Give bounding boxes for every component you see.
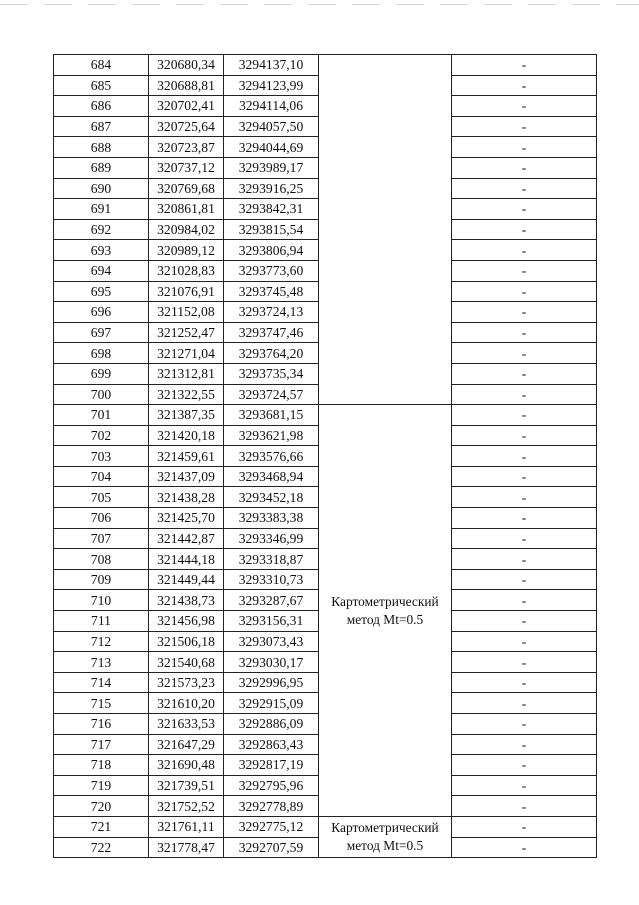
x-coordinate-cell: 320737,12	[149, 157, 224, 178]
point-number-cell: 693	[54, 240, 149, 261]
x-coordinate-cell: 320861,81	[149, 199, 224, 220]
accuracy-cell: -	[452, 528, 597, 549]
x-coordinate-cell: 321312,81	[149, 363, 224, 384]
point-number-cell: 688	[54, 137, 149, 158]
y-coordinate-cell: 3293815,54	[224, 219, 319, 240]
accuracy-cell: -	[452, 75, 597, 96]
method-cell	[319, 55, 452, 405]
point-number-cell: 720	[54, 796, 149, 817]
point-number-cell: 708	[54, 549, 149, 570]
point-number-cell: 697	[54, 322, 149, 343]
y-coordinate-cell: 3293576,66	[224, 446, 319, 467]
x-coordinate-cell: 321540,68	[149, 652, 224, 673]
y-coordinate-cell: 3293745,48	[224, 281, 319, 302]
accuracy-cell: -	[452, 281, 597, 302]
accuracy-cell: -	[452, 734, 597, 755]
point-number-cell: 703	[54, 446, 149, 467]
x-coordinate-cell: 321425,70	[149, 508, 224, 529]
y-coordinate-cell: 3292707,59	[224, 837, 319, 858]
method-text-line-1: Картометрический	[331, 820, 439, 836]
x-coordinate-cell: 320725,64	[149, 116, 224, 137]
x-coordinate-cell: 320769,68	[149, 178, 224, 199]
x-coordinate-cell: 321271,04	[149, 343, 224, 364]
method-cell	[319, 816, 452, 857]
accuracy-cell: -	[452, 425, 597, 446]
point-number-cell: 715	[54, 693, 149, 714]
point-number-cell: 716	[54, 714, 149, 735]
x-coordinate-cell: 321438,28	[149, 487, 224, 508]
y-coordinate-cell: 3294123,99	[224, 75, 319, 96]
x-coordinate-cell: 321456,98	[149, 611, 224, 632]
accuracy-cell: -	[452, 157, 597, 178]
point-number-cell: 687	[54, 116, 149, 137]
point-number-cell: 709	[54, 569, 149, 590]
point-number-cell: 713	[54, 652, 149, 673]
x-coordinate-cell: 321252,47	[149, 322, 224, 343]
y-coordinate-cell: 3292996,95	[224, 672, 319, 693]
point-number-cell: 719	[54, 775, 149, 796]
point-number-cell: 712	[54, 631, 149, 652]
accuracy-cell: -	[452, 384, 597, 405]
method-text-line-2: метод Mt=0.5	[346, 838, 424, 854]
x-coordinate-cell: 320702,41	[149, 96, 224, 117]
accuracy-cell: -	[452, 714, 597, 735]
x-coordinate-cell: 320984,02	[149, 219, 224, 240]
point-number-cell: 692	[54, 219, 149, 240]
y-coordinate-cell: 3293806,94	[224, 240, 319, 261]
point-number-cell: 707	[54, 528, 149, 549]
point-number-cell: 721	[54, 816, 149, 837]
accuracy-cell: -	[452, 55, 597, 76]
y-coordinate-cell: 3293156,31	[224, 611, 319, 632]
point-number-cell: 706	[54, 508, 149, 529]
x-coordinate-cell: 321420,18	[149, 425, 224, 446]
accuracy-cell: -	[452, 446, 597, 467]
point-number-cell: 698	[54, 343, 149, 364]
y-coordinate-cell: 3293916,25	[224, 178, 319, 199]
x-coordinate-cell: 321444,18	[149, 549, 224, 570]
method-cell	[319, 405, 452, 817]
point-number-cell: 700	[54, 384, 149, 405]
y-coordinate-cell: 3293681,15	[224, 405, 319, 426]
y-coordinate-cell: 3293724,13	[224, 302, 319, 323]
y-coordinate-cell: 3293030,17	[224, 652, 319, 673]
point-number-cell: 701	[54, 405, 149, 426]
point-number-cell: 718	[54, 755, 149, 776]
x-coordinate-cell: 321442,87	[149, 528, 224, 549]
point-number-cell: 704	[54, 466, 149, 487]
x-coordinate-cell: 321633,53	[149, 714, 224, 735]
accuracy-cell: -	[452, 96, 597, 117]
x-coordinate-cell: 321152,08	[149, 302, 224, 323]
y-coordinate-cell: 3292863,43	[224, 734, 319, 755]
accuracy-cell: -	[452, 796, 597, 817]
x-coordinate-cell: 321322,55	[149, 384, 224, 405]
accuracy-cell: -	[452, 652, 597, 673]
y-coordinate-cell: 3293073,43	[224, 631, 319, 652]
point-number-cell: 686	[54, 96, 149, 117]
table-row	[54, 55, 597, 76]
x-coordinate-cell: 320680,34	[149, 55, 224, 76]
point-number-cell: 685	[54, 75, 149, 96]
y-coordinate-cell: 3293773,60	[224, 260, 319, 281]
accuracy-cell: -	[452, 199, 597, 220]
accuracy-cell: -	[452, 240, 597, 261]
accuracy-cell: -	[452, 260, 597, 281]
y-coordinate-cell: 3292886,09	[224, 714, 319, 735]
y-coordinate-cell: 3293735,34	[224, 363, 319, 384]
x-coordinate-cell: 321647,29	[149, 734, 224, 755]
point-number-cell: 691	[54, 199, 149, 220]
x-coordinate-cell: 320723,87	[149, 137, 224, 158]
x-coordinate-cell: 321761,11	[149, 816, 224, 837]
x-coordinate-cell: 321437,09	[149, 466, 224, 487]
accuracy-cell: -	[452, 693, 597, 714]
y-coordinate-cell: 3294137,10	[224, 55, 319, 76]
point-number-cell: 717	[54, 734, 149, 755]
accuracy-cell: -	[452, 816, 597, 837]
accuracy-cell: -	[452, 508, 597, 529]
point-number-cell: 696	[54, 302, 149, 323]
y-coordinate-cell: 3293383,38	[224, 508, 319, 529]
y-coordinate-cell: 3293724,57	[224, 384, 319, 405]
x-coordinate-cell: 321028,83	[149, 260, 224, 281]
x-coordinate-cell: 321076,91	[149, 281, 224, 302]
x-coordinate-cell: 321573,23	[149, 672, 224, 693]
coordinates-table-body	[54, 55, 597, 858]
x-coordinate-cell: 321506,18	[149, 631, 224, 652]
accuracy-cell: -	[452, 590, 597, 611]
x-coordinate-cell: 321690,48	[149, 755, 224, 776]
accuracy-cell: -	[452, 487, 597, 508]
point-number-cell: 694	[54, 260, 149, 281]
y-coordinate-cell: 3293346,99	[224, 528, 319, 549]
x-coordinate-cell: 321387,35	[149, 405, 224, 426]
y-coordinate-cell: 3293747,46	[224, 322, 319, 343]
y-coordinate-cell: 3293318,87	[224, 549, 319, 570]
table-row	[54, 816, 597, 837]
method-text-line-2: метод Mt=0.5	[346, 611, 424, 627]
accuracy-cell: -	[452, 302, 597, 323]
x-coordinate-cell: 321778,47	[149, 837, 224, 858]
x-coordinate-cell: 321438,73	[149, 590, 224, 611]
y-coordinate-cell: 3293842,31	[224, 199, 319, 220]
accuracy-cell: -	[452, 775, 597, 796]
point-number-cell: 714	[54, 672, 149, 693]
point-number-cell: 722	[54, 837, 149, 858]
y-coordinate-cell: 3293310,73	[224, 569, 319, 590]
point-number-cell: 689	[54, 157, 149, 178]
method-text-line-1: Картометрический	[331, 593, 439, 609]
x-coordinate-cell: 320989,12	[149, 240, 224, 261]
scan-top-edge	[0, 4, 639, 5]
y-coordinate-cell: 3292817,19	[224, 755, 319, 776]
y-coordinate-cell: 3293468,94	[224, 466, 319, 487]
point-number-cell: 711	[54, 611, 149, 632]
accuracy-cell: -	[452, 631, 597, 652]
accuracy-cell: -	[452, 405, 597, 426]
coordinates-table	[53, 54, 597, 858]
x-coordinate-cell: 321459,61	[149, 446, 224, 467]
y-coordinate-cell: 3292778,89	[224, 796, 319, 817]
table-row	[54, 405, 597, 426]
point-number-cell: 684	[54, 55, 149, 76]
y-coordinate-cell: 3293764,20	[224, 343, 319, 364]
y-coordinate-cell: 3293287,67	[224, 590, 319, 611]
point-number-cell: 699	[54, 363, 149, 384]
accuracy-cell: -	[452, 363, 597, 384]
y-coordinate-cell: 3294114,06	[224, 96, 319, 117]
x-coordinate-cell: 321752,52	[149, 796, 224, 817]
x-coordinate-cell: 320688,81	[149, 75, 224, 96]
accuracy-cell: -	[452, 116, 597, 137]
point-number-cell: 702	[54, 425, 149, 446]
accuracy-cell: -	[452, 549, 597, 570]
y-coordinate-cell: 3292775,12	[224, 816, 319, 837]
y-coordinate-cell: 3292795,96	[224, 775, 319, 796]
accuracy-cell: -	[452, 178, 597, 199]
accuracy-cell: -	[452, 466, 597, 487]
accuracy-cell: -	[452, 611, 597, 632]
accuracy-cell: -	[452, 137, 597, 158]
y-coordinate-cell: 3293621,98	[224, 425, 319, 446]
y-coordinate-cell: 3292915,09	[224, 693, 319, 714]
point-number-cell: 695	[54, 281, 149, 302]
point-number-cell: 710	[54, 590, 149, 611]
x-coordinate-cell: 321610,20	[149, 693, 224, 714]
x-coordinate-cell: 321449,44	[149, 569, 224, 590]
accuracy-cell: -	[452, 569, 597, 590]
accuracy-cell: -	[452, 672, 597, 693]
accuracy-cell: -	[452, 343, 597, 364]
accuracy-cell: -	[452, 322, 597, 343]
y-coordinate-cell: 3293452,18	[224, 487, 319, 508]
y-coordinate-cell: 3294057,50	[224, 116, 319, 137]
accuracy-cell: -	[452, 837, 597, 858]
accuracy-cell: -	[452, 755, 597, 776]
y-coordinate-cell: 3293989,17	[224, 157, 319, 178]
point-number-cell: 690	[54, 178, 149, 199]
y-coordinate-cell: 3294044,69	[224, 137, 319, 158]
accuracy-cell: -	[452, 219, 597, 240]
point-number-cell: 705	[54, 487, 149, 508]
x-coordinate-cell: 321739,51	[149, 775, 224, 796]
